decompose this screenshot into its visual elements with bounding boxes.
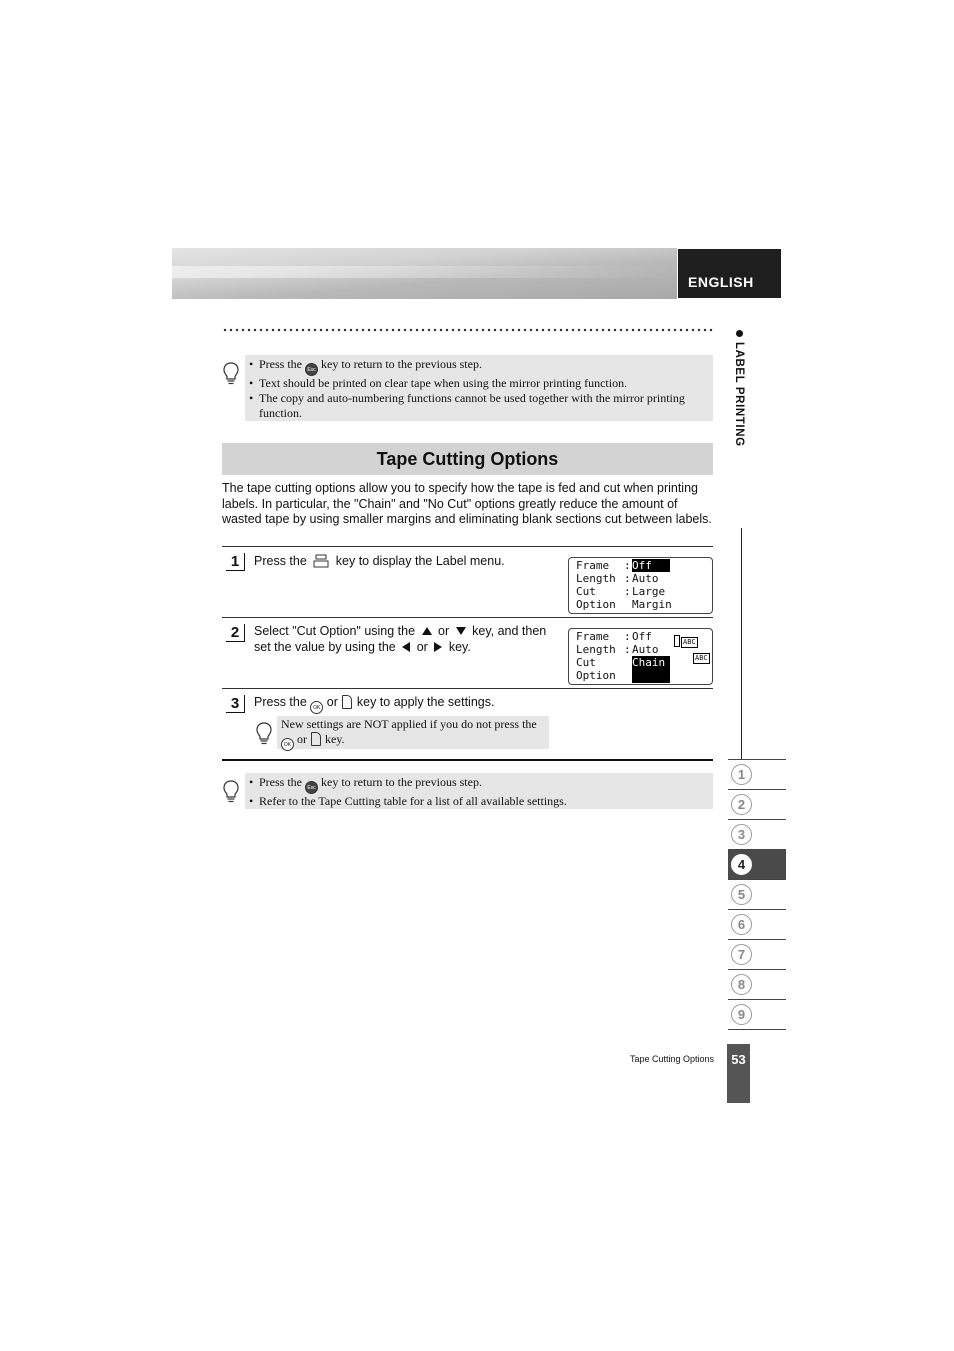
steps-bottom-rule (222, 759, 713, 761)
lcd-selected-value: Off (632, 559, 670, 572)
ok-key-icon: OK (310, 701, 323, 714)
chapter-number: 5 (731, 884, 752, 905)
dotted-separator (222, 328, 714, 332)
bullet-icon (736, 330, 743, 337)
tip-item: • The copy and auto-numbering functions cannot be used together with the mirror printing function. (247, 391, 707, 421)
tip-box-bottom (245, 773, 713, 809)
lightbulb-icon (256, 722, 272, 746)
left-arrow-icon (402, 642, 410, 652)
enter-key-icon (311, 732, 321, 746)
step-text: Select "Cut Option" using the or key, and then set the value by using the or key. (254, 624, 547, 654)
tip-item: • Text should be printed on clear tape when using the mirror printing function. (247, 376, 707, 391)
escape-key-icon: Esc (305, 781, 318, 794)
tip-item: • Press the Esc key to return to the previous step. (247, 357, 707, 376)
chapter-number: 8 (731, 974, 752, 995)
page-number-tab (727, 1044, 750, 1103)
tip-item: • Refer to the Tape Cutting table for a list of all available settings. (247, 794, 707, 809)
section-title: Tape Cutting Options (376, 448, 559, 469)
chapter-tab-4-active[interactable] (728, 850, 786, 880)
language-label: ENGLISH (688, 274, 754, 290)
tip-item: • Press the Esc key to return to the previous step. (247, 775, 707, 794)
chapter-number: 7 (731, 944, 752, 965)
side-section-label (734, 330, 748, 470)
step-text: Press the key to display the Label menu. (254, 554, 505, 568)
chapter-tab-3[interactable] (728, 820, 786, 850)
ok-key-icon: OK (281, 738, 294, 751)
chapter-number: 3 (731, 824, 752, 845)
chapter-tab-1[interactable] (728, 759, 786, 790)
step-number: 2 (226, 624, 245, 642)
side-label-text: LABEL PRINTING (733, 342, 745, 447)
preview-label: ABC (683, 638, 696, 646)
lcd-selected-value: Chain (632, 656, 670, 683)
page-number: 53 (731, 1052, 746, 1067)
lightbulb-icon (223, 362, 239, 386)
tip-box-top (245, 355, 713, 421)
chapter-number: 9 (731, 1004, 752, 1025)
tape-preview-icon (674, 635, 680, 647)
down-arrow-icon (456, 627, 466, 635)
step-number: 3 (226, 695, 245, 713)
chapter-tab-6[interactable] (728, 910, 786, 940)
lcd-screen-step2: Frame Length Cut Option : : Chain Off Auto ABC ABC (568, 628, 713, 685)
step-divider (222, 688, 713, 689)
lcd-screen-step1: Frame Length Cut Option : : : Off Auto Large Margin (568, 557, 713, 614)
side-divider (741, 528, 742, 760)
preview-label: ABC (695, 654, 708, 662)
step3-note: New settings are NOT applied if you do not press the OK or key. (277, 716, 549, 749)
step-number: 1 (226, 553, 245, 571)
escape-key-icon: Esc (305, 363, 318, 376)
chapter-number: 4 (731, 854, 752, 875)
section-heading (222, 443, 713, 475)
chapter-tabs (728, 759, 786, 1030)
right-arrow-icon (434, 642, 442, 652)
step-divider (222, 617, 713, 618)
section-intro: The tape cutting options allow you to specify how the tape is fed and cut when printing labels. In particular, the "Chain" and "No Cut" options greatly reduce the amount of wasted tape by using smaller margins and eliminating blank sections cut between labels. (222, 481, 712, 526)
chapter-tab-8[interactable] (728, 970, 786, 1000)
chapter-tab-2[interactable] (728, 790, 786, 820)
chapter-number: 2 (731, 794, 752, 815)
chapter-number: 1 (731, 764, 752, 785)
up-arrow-icon (422, 627, 432, 635)
chapter-tab-5[interactable] (728, 880, 786, 910)
label-key-icon (312, 553, 330, 569)
chapter-tab-7[interactable] (728, 940, 786, 970)
header-band (172, 248, 677, 299)
enter-key-icon (342, 695, 352, 709)
running-footer: Tape Cutting Options (629, 1054, 714, 1064)
lightbulb-icon (223, 780, 239, 804)
language-tab (678, 249, 781, 298)
chapter-number: 6 (731, 914, 752, 935)
step-text: Press the OK or key to apply the settings. (254, 695, 574, 714)
step-divider (222, 546, 713, 547)
chapter-tab-9[interactable] (728, 1000, 786, 1030)
